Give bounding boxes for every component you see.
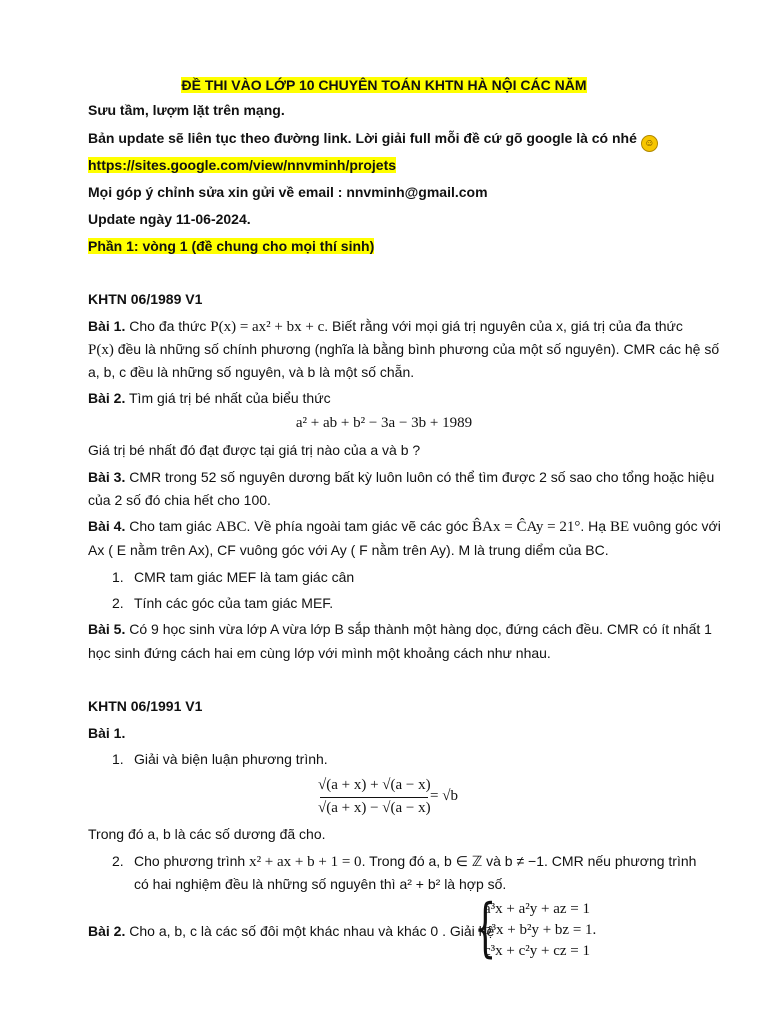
text: Cho phương trình: [134, 853, 250, 869]
math-expr: B̂Ax = ĈAy = 21°: [472, 519, 581, 535]
text: Cho tam giác: [125, 518, 216, 534]
bai5-1989-line-1: [88, 620, 712, 638]
system-equation-3: c³x + c²y + cz = 1: [484, 943, 591, 959]
bai1-1991-label: Bài 1.: [88, 725, 126, 741]
smiley-icon: ☺: [641, 135, 658, 152]
text: CMR trong 52 số nguyên dương bất kỳ luôn luôn có thể tìm được 2 số sao cho tổng hoặc hiệu: [125, 469, 715, 485]
text: . Hạ: [580, 518, 610, 534]
list-number: 2.: [112, 595, 124, 611]
bai-label: Bài 3.: [88, 469, 126, 485]
bai-label: Bài 5.: [88, 621, 126, 637]
update-line: Update ngày 11-06-2024.: [88, 211, 251, 227]
fraction-denominator: √(a + x) − √(a − x): [318, 800, 431, 816]
site-link[interactable]: https://sites.google.com/view/nnvminh/projets: [88, 157, 397, 173]
system-equation-2: b³x + b²y + bz = 1.: [484, 922, 597, 938]
list-number: 1.: [112, 751, 124, 767]
math-expr: BE: [609, 519, 630, 535]
bai-label: Bài 2.: [88, 390, 126, 406]
bai1-1989-line-1: [88, 317, 683, 336]
list-item-text: Tính các góc của tam giác MEF.: [134, 595, 334, 611]
intro-line-2-text: Bản update sẽ liên tục theo đường link. Lời giải full mỗi đề cứ gõ google là có nhé: [88, 130, 637, 146]
math-expr: ABC: [215, 519, 247, 535]
fraction-bar: [320, 797, 428, 798]
math-expr: P(x) = ax² + bx + c: [210, 319, 325, 335]
fraction-rhs: = √b: [430, 788, 458, 804]
exam-heading-1991: KHTN 06/1991 V1: [88, 698, 203, 714]
doc-title-row: [0, 76, 768, 94]
text: . Biết rằng với mọi giá trị nguyên của x, giá trị của đa thức: [324, 318, 683, 334]
text: Tìm giá trị bé nhất của biểu thức: [125, 390, 331, 406]
math-expr: x² + ax + b + 1 = 0: [249, 854, 362, 870]
left-brace-icon: {: [474, 891, 497, 965]
bai-label: Bài 4.: [88, 518, 126, 534]
bai2-1989-expression: a² + ab + b² − 3a − 3b + 1989: [295, 415, 473, 431]
intro-line-2: [88, 129, 658, 152]
bai-label: Bài 1.: [88, 318, 126, 334]
intro-line-1: Sưu tầm, lượm lặt trên mạng.: [88, 102, 285, 118]
bai4-item-2: [112, 594, 333, 612]
bai4-1989-line-1: [88, 517, 721, 536]
exam-heading-1989: KHTN 06/1989 V1: [88, 291, 203, 307]
contact-line: Mọi góp ý chỉnh sửa xin gửi về email : nnvminh@gmail.com: [88, 184, 488, 200]
bai1-1991-item-1: [112, 750, 328, 768]
bai5-1989-line-2: học sinh đứng cách hai em cùng lớp với mình một khoảng cách như nhau.: [88, 645, 551, 661]
part-heading: Phần 1: vòng 1 (đề chung cho mọi thí sinh): [88, 238, 375, 254]
list-item-text: Giải và biện luận phương trình.: [134, 751, 328, 767]
fraction-numerator: √(a + x) + √(a − x): [318, 777, 431, 793]
list-item-text: CMR tam giác MEF là tam giác cân: [134, 569, 355, 585]
text: . Về phía ngoài tam giác vẽ các góc: [246, 518, 473, 534]
text: Có 9 học sinh vừa lớp A vừa lớp B sắp thành một hàng dọc, đứng cách đều. CMR có ít nhất 1: [125, 621, 712, 637]
text: Cho a, b, c là các số đôi một khác nhau và khác 0 . Giải hệ: [125, 923, 495, 939]
math-expr: P(x): [88, 342, 114, 358]
doc-title: ĐỀ THI VÀO LỚP 10 CHUYÊN TOÁN KHTN HÀ NỘI CÁC NĂM: [181, 77, 587, 93]
link-row: [88, 156, 396, 174]
system-equation-1: a³x + a²y + az = 1: [484, 901, 591, 917]
bai-label: Bài 2.: [88, 923, 126, 939]
bai1-1991-item-2: [112, 852, 696, 871]
bai1-1991-where: Trong đó a, b là các số dương đã cho.: [88, 826, 326, 842]
bai1-1989-line-2: [88, 340, 719, 359]
bai3-1989-line-2: của 2 số đó chia hết cho 100.: [88, 492, 271, 508]
text: vuông góc với: [629, 518, 721, 534]
bai2-1989-line: [88, 389, 331, 407]
bai4-item-1: [112, 568, 354, 586]
bai4-1989-line-2: Ax ( E nằm trên Ax), CF vuông góc với Ay ( F nằm trên Ay). M là trung diểm của BC.: [88, 542, 609, 558]
bai1-1989-line-3: a, b, c đều là những số nguyên, và b là một số chẵn.: [88, 364, 415, 380]
text: . Trong đó a, b ∈ ℤ và b ≠ −1. CMR nếu phương trình: [361, 853, 697, 869]
list-number: 1.: [112, 569, 124, 585]
bai1-1991-item-2-line-2: có hai nghiệm đều là những số nguyên thì a² + b² là hợp số.: [134, 876, 507, 892]
part-row: [88, 237, 374, 255]
bai2-1989-question: Giá trị bé nhất đó đạt được tại giá trị nào của a và b ?: [88, 442, 421, 458]
bai2-1991-line: [88, 922, 494, 940]
list-number: 2.: [112, 853, 124, 869]
bai3-1989-line-1: [88, 468, 714, 486]
text: Cho đa thức: [125, 318, 211, 334]
text: đều là những số chính phương (nghĩa là bằng bình phương của một số nguyên). CMR các hệ số: [113, 341, 720, 357]
